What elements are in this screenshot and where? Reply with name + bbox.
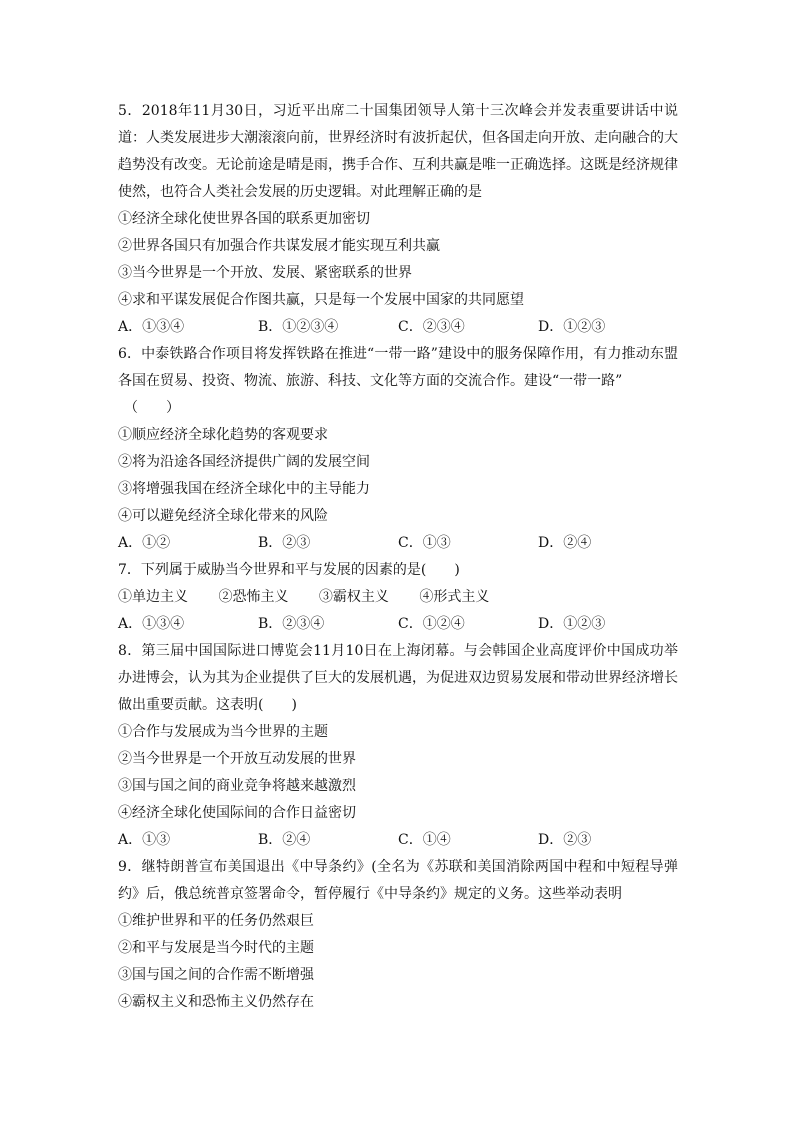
statement-item: ④经济全球化使国际间的合作日益密切 (118, 805, 356, 821)
question-stem: 8．第三届中国国际进口博览会11月10日在上海闭幕。与会韩国企业高度评价中国成功举办进博会，认为其为企业提供了巨大的发展机遇，为促进双边贸易发展和带动世界经济增长做出重要贡献。这表明( ) (118, 643, 678, 713)
question-5 (118, 98, 678, 341)
statement-item: ④霸权主义和恐怖主义仍然存在 (118, 994, 314, 1010)
question-stem: 9．继特朗普宣布美国退出《中导条约》(全名为《苏联和美国消除两国中程和中短程导弹约》后，俄总统普京签署命令，暂停履行《中导条约》规定的义务。这些举动表明 (118, 859, 678, 902)
statement-item: ③当今世界是一个开放、发展、紧密联系的世界 (118, 265, 412, 281)
statement-item: ④形式主义 (419, 589, 490, 605)
option-c[interactable]: C．①④ (398, 832, 451, 848)
statement-item: ①顺应经济全球化趋势的客观要求 (118, 427, 328, 443)
option-c[interactable]: C．①③ (398, 535, 451, 551)
answer-options (118, 611, 678, 638)
statement-item: ③霸权主义 (318, 589, 389, 605)
option-c[interactable]: C．①②④ (398, 616, 465, 632)
statement-item: ①经济全球化使世界各国的联系更加密切 (118, 211, 370, 227)
statement-item: ③国与国之间的合作需不断增强 (118, 967, 314, 983)
statement-item: ②世界各国只有加强合作共谋发展才能实现互利共赢 (118, 238, 440, 254)
question-6 (118, 341, 678, 557)
option-d[interactable]: D．①②③ (538, 319, 606, 335)
statement-item: ③国与国之间的商业竞争将越来越激烈 (118, 778, 356, 794)
statement-item: ③将增强我国在经济全球化中的主导能力 (118, 481, 370, 497)
answer-options (118, 827, 678, 854)
question-9 (118, 854, 678, 1016)
statement-item: ①合作与发展成为当今世界的主题 (118, 724, 328, 740)
statement-item: ②和平与发展是当今时代的主题 (118, 940, 314, 956)
statement-item: ①单边主义 (118, 589, 188, 605)
option-d[interactable]: D．①②③ (538, 616, 606, 632)
worksheet-page (118, 98, 678, 1016)
answer-options (118, 314, 678, 341)
question-8 (118, 638, 678, 854)
statement-item: ②将为沿途各国经济提供广阔的发展空间 (118, 454, 370, 470)
statement-item: ④可以避免经济全球化带来的风险 (118, 508, 328, 524)
statement-item: ②当今世界是一个开放互动发展的世界 (118, 751, 356, 767)
option-a[interactable]: A．①② (118, 535, 171, 551)
statement-item: ②恐怖主义 (218, 589, 289, 605)
option-b[interactable]: B．②③ (258, 535, 311, 551)
option-a[interactable]: A．①③ (118, 832, 171, 848)
option-a[interactable]: A．①③④ (118, 616, 185, 632)
question-stem: 5．2018年11月30日，习近平出席二十国集团领导人第十三次峰会并发表重要讲话中说道：人类发展进步大潮滚滚向前，世界经济时有波折起伏，但各国走向开放、走向融合的大趋势没有改变。无论前途是晴是雨，携手合作、互利共赢是唯一正确选择。这既是经济规律使然，也符合人类社会发展的历史逻辑。对此理解正确的是 (118, 103, 678, 200)
question-stem: 6．中泰铁路合作项目将发挥铁路在推进“一带一路”建设中的服务保障作用，有力推动东盟各国在贸易、投资、物流、旅游、科技、文化等方面的交流合作。建设“一带一路” (118, 346, 678, 389)
option-d[interactable]: D．②④ (538, 535, 592, 551)
answer-options (118, 530, 678, 557)
statement-item: ④求和平谋发展促合作图共赢，只是每一个发展中国家的共同愿望 (118, 292, 524, 308)
option-d[interactable]: D．②③ (538, 832, 592, 848)
option-c[interactable]: C．②③④ (398, 319, 465, 335)
question-stem: 7．下列属于威胁当今世界和平与发展的因素的是( ) (118, 562, 460, 578)
statement-item: ①维护世界和平的任务仍然艰巨 (118, 913, 314, 929)
question-7 (118, 557, 678, 638)
option-b[interactable]: B．②④ (258, 832, 311, 848)
option-b[interactable]: B．①②③④ (258, 319, 339, 335)
option-a[interactable]: A．①③④ (118, 319, 185, 335)
statement-items-inline (118, 584, 678, 611)
answer-blank: （ ） (124, 400, 180, 416)
option-b[interactable]: B．②③④ (258, 616, 325, 632)
